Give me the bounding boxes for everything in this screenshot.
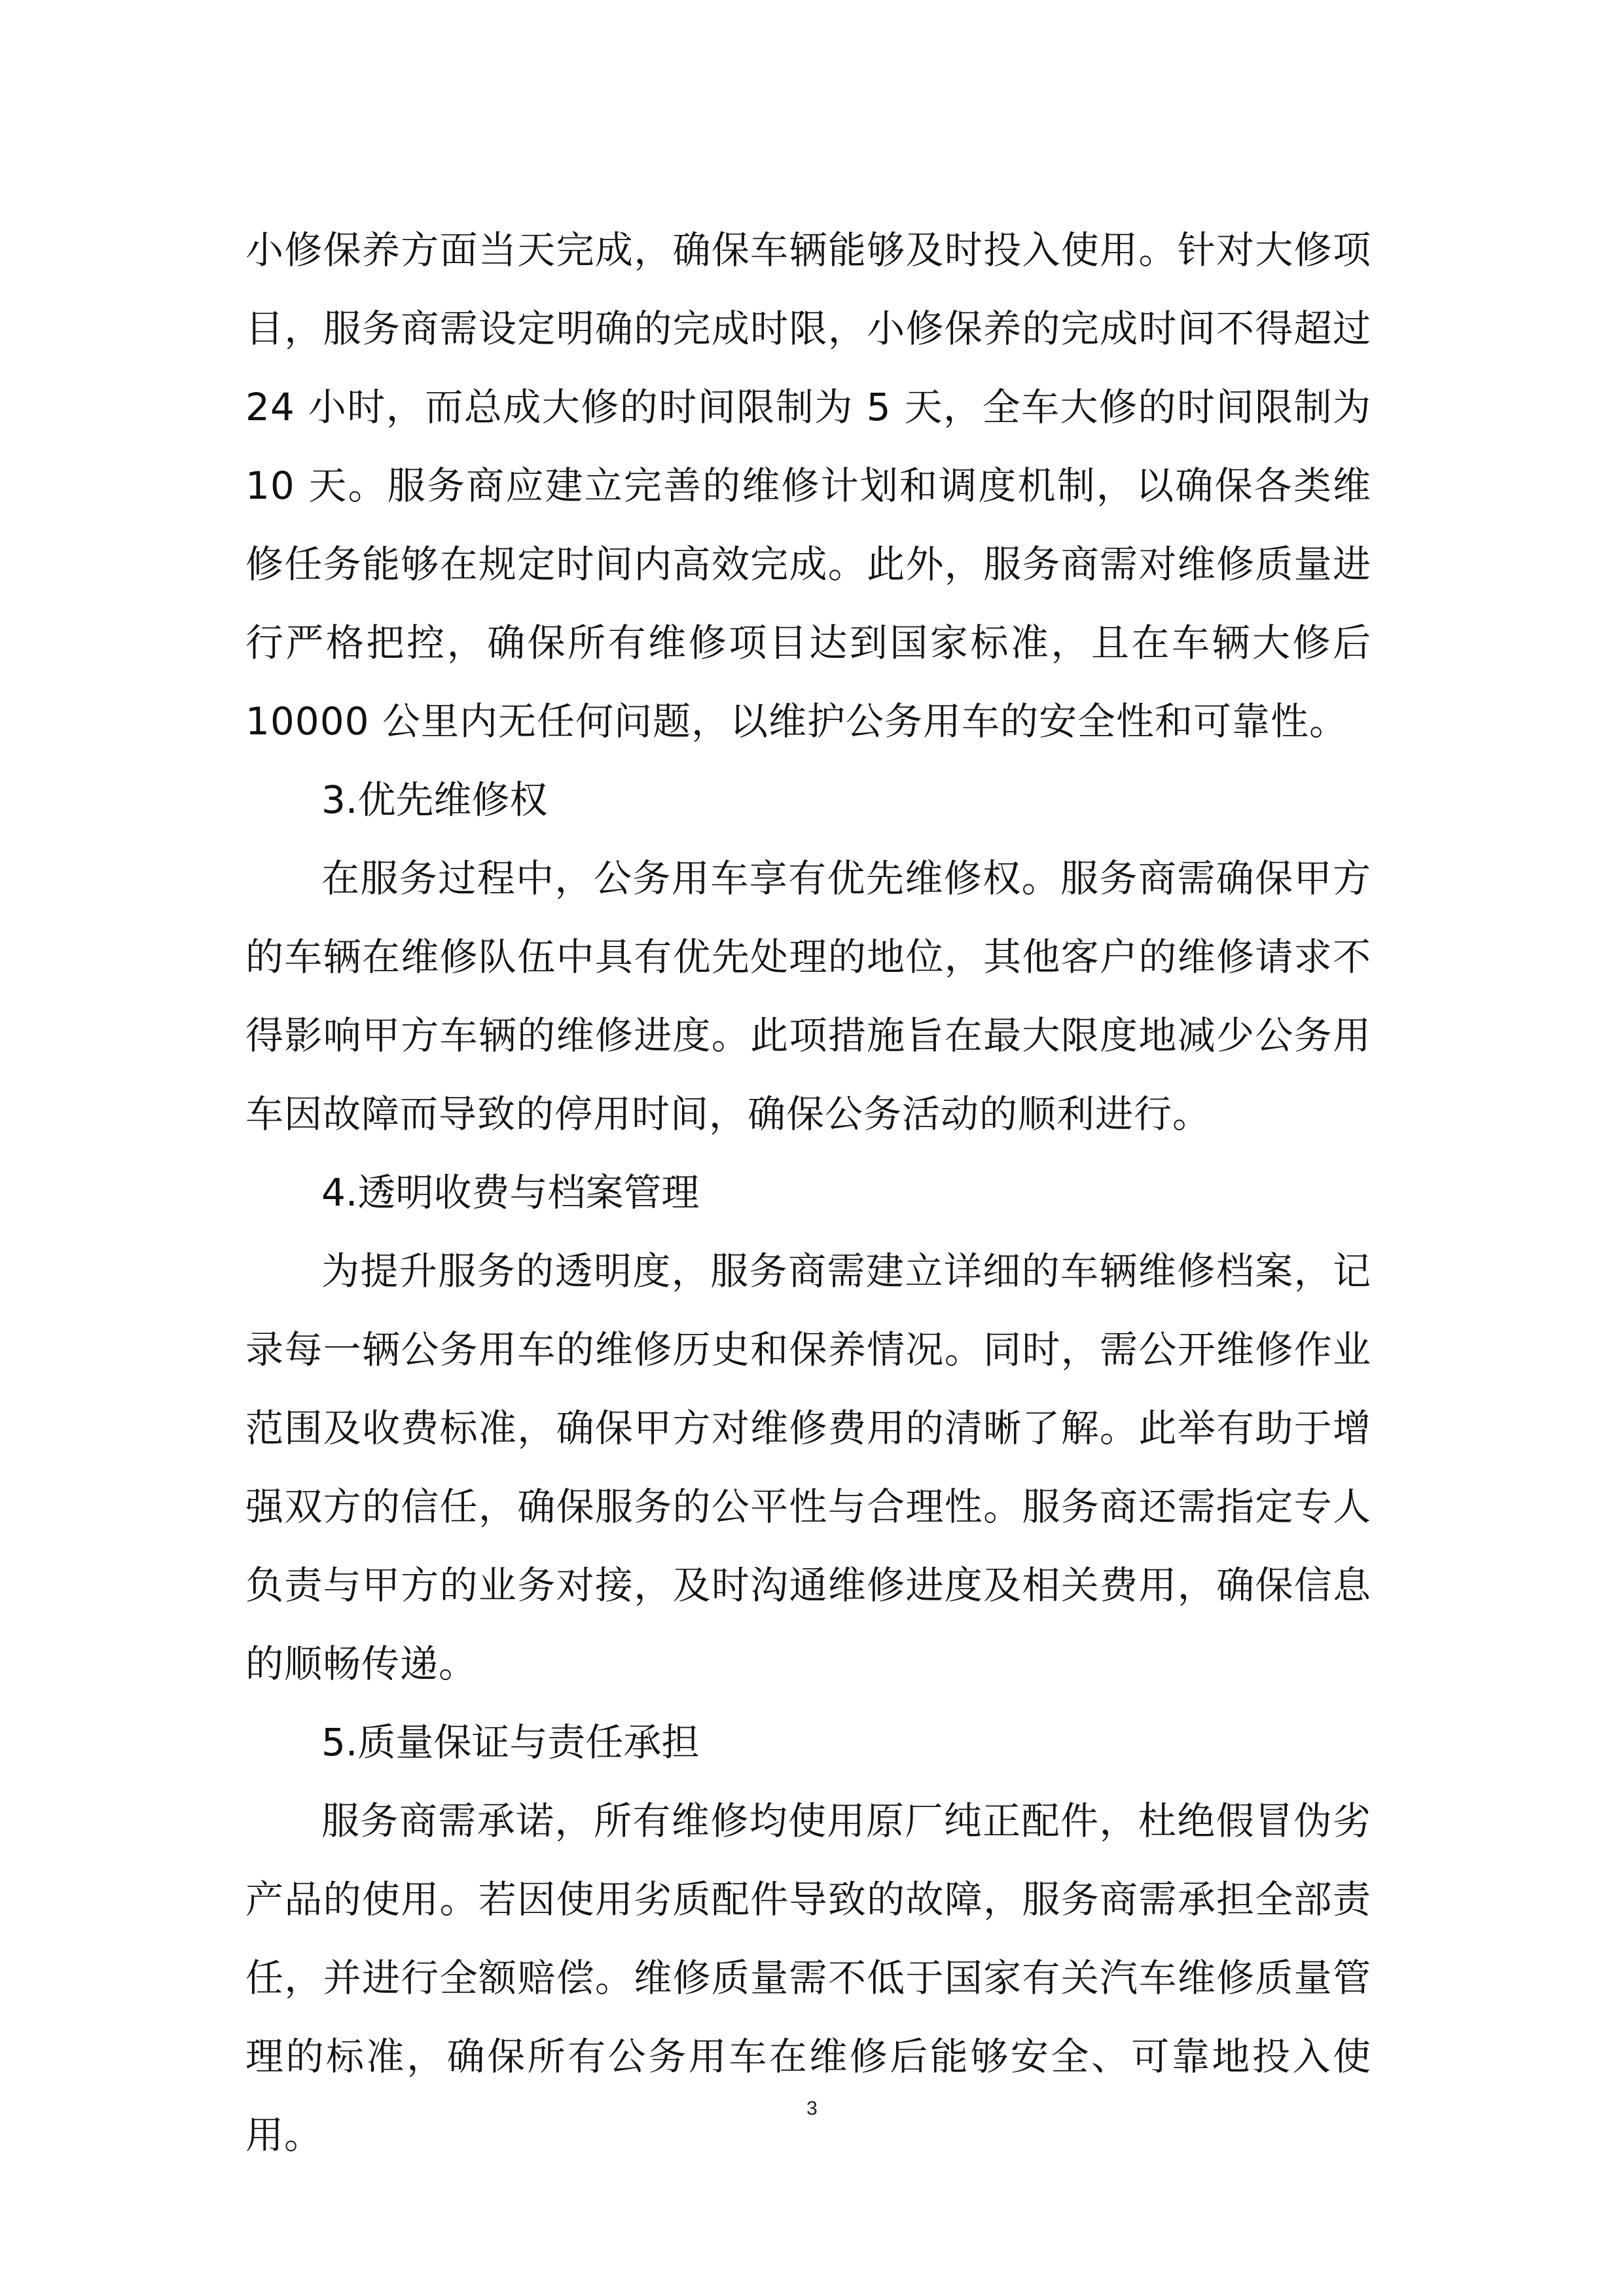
- paragraph-priority-repair: 在服务过程中，公务用车享有优先维修权。服务商需确保甲方的车辆在维修队伍中具有优先处理的地位，其他客户的维修请求不得影响甲方车辆的维修进度。此项措施旨在最大限度地减少公务用车因故障而导致的停用时间，确保公务活动的顺利进行。: [245, 856, 1371, 1136]
- page-number: 3: [806, 2098, 818, 2119]
- paragraph-repair-time-limits: 小修保养方面当天完成，确保车辆能够及时投入使用。针对大修项目，服务商需设定明确的完成时限，小修保养的完成时间不得超过 24 小时，而总成大修的时间限制为 5 天，全车大修的时间限制为 10 天。服务商应建立完善的维修计划和调度机制，以确保各类维修任务能够在规定时间内高效完成。此外，服务商需对维修质量进行严格把控，确保所有维修项目达到国家标准，且在车辆大修后 10000 公里内无任何问题，以维护公务用车的安全性和可靠性。: [245, 228, 1371, 744]
- heading-priority-repair: 3.优先维修权: [321, 778, 548, 822]
- heading-transparent-fees: 4.透明收费与档案管理: [321, 1170, 700, 1215]
- heading-quality-guarantee: 5.质量保证与责任承担: [321, 1720, 700, 1765]
- document-body: [245, 211, 1371, 2174]
- paragraph-transparent-fees: 为提升服务的透明度，服务商需建立详细的车辆维修档案，记录每一辆公务用车的维修历史和保养情况。同时，需公开维修作业范围及收费标准，确保甲方对维修费用的清晰了解。此举有助于增强双方的信任，确保服务的公平性与合理性。服务商还需指定专人负责与甲方的业务对接，及时沟通维修进度及相关费用，确保信息的顺畅传递。: [245, 1249, 1371, 1686]
- paragraph-quality-guarantee: 服务商需承诺，所有维修均使用原厂纯正配件，杜绝假冒伪劣产品的使用。若因使用劣质配件导致的故障，服务商需承担全部责任，并进行全额赔偿。维修质量需不低于国家有关汽车维修质量管理的标准，确保所有公务用车在维修后能够安全、可靠地投入使用。: [245, 1799, 1371, 2157]
